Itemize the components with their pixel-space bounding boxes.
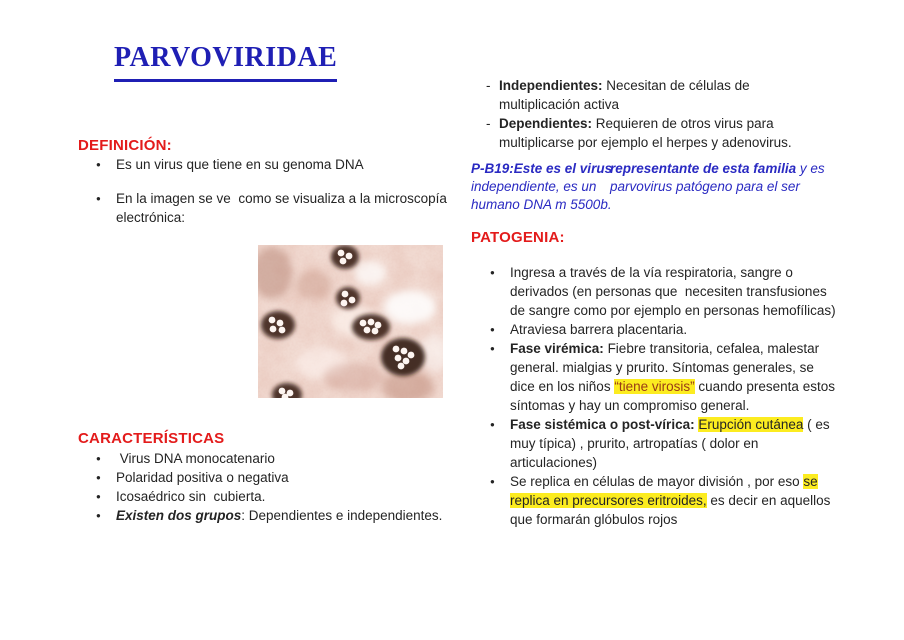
- text-run: independiente, es un: [471, 179, 597, 194]
- text-run: Ingresa a través de la vía respiratoria, sangre o: [510, 265, 793, 280]
- text-run: Atraviesa barrera placentaria.: [510, 322, 688, 337]
- text-line: [471, 196, 610, 214]
- list-item: [78, 449, 458, 468]
- text-run: Erupción cutánea: [698, 417, 804, 432]
- patogenia-heading: PATOGENIA:: [471, 229, 565, 246]
- definicion-heading: DEFINICIÓN:: [78, 137, 172, 154]
- text-run: de sangre como por ejemplo en personas hemofílicas): [510, 303, 836, 318]
- text-run: parvovirus patógeno para el ser: [610, 179, 800, 194]
- text-line: [510, 472, 882, 491]
- list-item: [78, 487, 458, 506]
- text-run: electrónica:: [116, 210, 186, 225]
- list-item: [472, 114, 872, 152]
- text-line: [510, 320, 882, 339]
- text-line: [510, 396, 882, 415]
- list-item: [78, 506, 458, 525]
- text-run: dice en los niños: [510, 379, 615, 394]
- text-line: [510, 415, 882, 434]
- text-run: que formarán glóbulos rojos: [510, 512, 678, 527]
- list-item: [472, 472, 882, 529]
- text-run: general. mialgias y prurito. Síntomas generales, se: [510, 360, 814, 375]
- list-item: [472, 263, 882, 320]
- text-run: síntomas y hay un compromiso general.: [510, 398, 750, 413]
- title-block: [114, 42, 337, 82]
- text-run: cuando presenta estos: [694, 379, 835, 394]
- list-item: [472, 76, 872, 114]
- text-line: [116, 487, 458, 506]
- bullet-marker: ●: [490, 344, 495, 353]
- bullet-marker: ●: [490, 325, 495, 334]
- text-run: “tiene virosis”: [614, 379, 695, 394]
- list-item: [472, 415, 882, 472]
- text-line: [510, 339, 882, 358]
- text-run: muy típica) , prurito, artropatías ( dolor en: [510, 436, 759, 451]
- text-line: [510, 263, 882, 282]
- text-line: [510, 358, 882, 377]
- pb19-note-col2: [610, 160, 871, 214]
- list-item: [78, 155, 438, 174]
- bullet-marker: ●: [96, 454, 101, 463]
- text-line: [510, 491, 882, 510]
- micrograph-svg: [258, 245, 443, 398]
- text-line: [510, 282, 882, 301]
- list-item: [472, 339, 882, 415]
- text-run: multiplicación activa: [499, 97, 620, 112]
- bullet-text: [116, 487, 458, 506]
- text-line: [116, 208, 447, 227]
- text-run: En la imagen se ve como se visualiza a la microscopía: [116, 191, 447, 206]
- text-line: [499, 76, 872, 95]
- text-line: [116, 155, 438, 174]
- text-line: [116, 468, 458, 487]
- text-line: [510, 453, 882, 472]
- text-line: [116, 506, 458, 525]
- text-run: Icosaédrico sin cubierta.: [116, 489, 266, 504]
- text-run: Fase virémica:: [510, 341, 604, 356]
- text-run: multiplicarse por ejemplo el herpes y adenovirus.: [499, 135, 792, 150]
- text-run: ( es: [803, 417, 830, 432]
- text-line: [510, 510, 882, 529]
- pb19-note-col1: [471, 160, 613, 214]
- virus-groups-list: [472, 76, 872, 152]
- bullet-marker: ●: [96, 492, 101, 501]
- bullet-text: [499, 114, 872, 152]
- list-item: [78, 189, 447, 227]
- text-run: Independientes:: [499, 78, 603, 93]
- patogenia-list: [472, 263, 882, 529]
- text-run: y es: [796, 161, 825, 176]
- caracteristicas-list: [78, 449, 458, 525]
- text-run: Se replica en células de mayor división , por eso: [510, 474, 804, 489]
- text-line: [471, 160, 613, 178]
- bullet-text: [510, 320, 882, 339]
- text-line: [499, 95, 872, 114]
- bullet-text: [510, 472, 882, 529]
- definicion-list: [78, 155, 447, 242]
- text-run: P-B19:Este es el virus: [471, 161, 613, 176]
- text-run: Requieren de otros virus para: [592, 116, 774, 131]
- text-line: [610, 178, 871, 196]
- text-run: Fiebre transitoria, cefalea, malestar: [603, 341, 820, 356]
- bullet-marker: -: [486, 116, 491, 131]
- bullet-text: [510, 339, 882, 415]
- text-run: Virus DNA monocatenario: [116, 451, 275, 466]
- bullet-text: [116, 155, 438, 174]
- bullet-marker: ●: [96, 473, 101, 482]
- electron-micrograph-image: [258, 245, 443, 398]
- text-run: Es un virus que tiene en su genoma DNA: [116, 157, 364, 172]
- text-run: Existen dos grupos: [116, 508, 242, 523]
- bullet-marker: ●: [96, 511, 101, 520]
- bullet-marker: -: [486, 78, 491, 93]
- bullet-text: [116, 506, 458, 525]
- bullet-text: [116, 468, 458, 487]
- text-run: replica en precursores eritroides,: [510, 493, 707, 508]
- bullet-text: [510, 415, 882, 472]
- list-item: [78, 468, 458, 487]
- bullet-marker: ●: [490, 268, 495, 277]
- bullet-marker: ●: [490, 477, 495, 486]
- text-run: Polaridad positiva o negativa: [116, 470, 289, 485]
- text-run: derivados (en personas que necesiten transfusiones: [510, 284, 827, 299]
- text-run: representante de esta familia: [610, 161, 797, 176]
- bullet-text: [116, 449, 458, 468]
- text-line: [499, 133, 872, 152]
- text-line: [116, 189, 447, 208]
- text-run: humano DNA m 5500b.: [471, 197, 612, 212]
- text-run: : Dependientes e independientes.: [241, 508, 443, 523]
- page-title: PARVOVIRIDAE: [114, 42, 337, 82]
- text-run: Necesitan de células de: [602, 78, 750, 93]
- text-run: Dependientes:: [499, 116, 593, 131]
- text-run: es decir en aquellos: [706, 493, 831, 508]
- bullet-marker: ●: [96, 160, 101, 169]
- text-line: [116, 449, 458, 468]
- text-run: se: [803, 474, 818, 489]
- text-line: [499, 114, 872, 133]
- bullet-text: [499, 76, 872, 114]
- text-line: [510, 301, 882, 320]
- text-run: Fase sistémica o post-vírica:: [510, 417, 695, 432]
- bullet-text: [116, 189, 447, 227]
- list-item: [472, 320, 882, 339]
- text-run: articulaciones): [510, 455, 598, 470]
- text-line: [510, 434, 882, 453]
- text-line: [471, 178, 610, 196]
- bullet-marker: ●: [96, 194, 101, 203]
- bullet-marker: ●: [490, 420, 495, 429]
- text-line: [510, 377, 882, 396]
- bullet-text: [510, 263, 882, 320]
- text-line: [610, 160, 871, 178]
- pb19-note: [471, 160, 871, 214]
- caracteristicas-heading: CARACTERÍSTICAS: [78, 430, 225, 447]
